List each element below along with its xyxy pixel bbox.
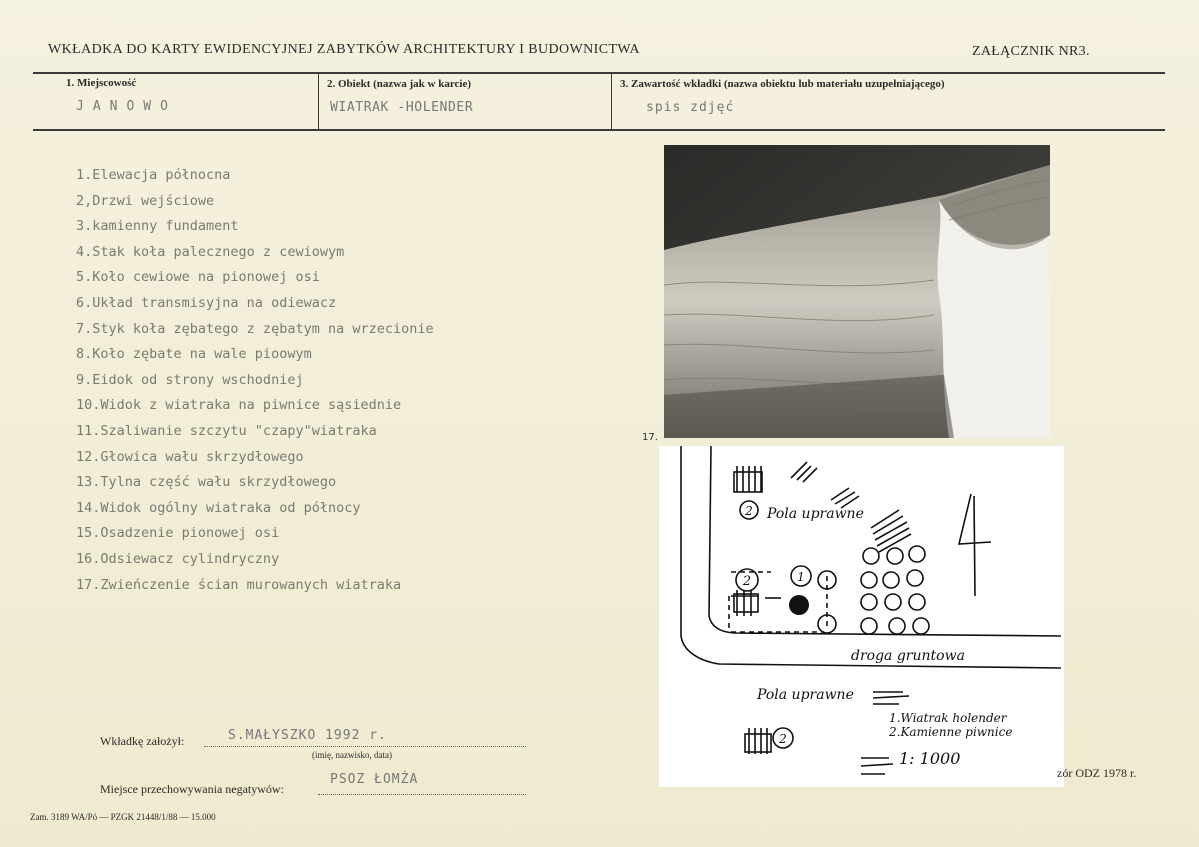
- cellar-number-top: 2: [745, 504, 753, 518]
- photo-list-item: 8.Koło zębate na wale pioowym: [76, 346, 312, 363]
- storage-value: PSOZ ŁOMŻA: [330, 772, 419, 787]
- photo-list-item: 4.Stak koła palecznego z cewiowym: [76, 243, 345, 260]
- legend-item-1: 1.Wiatrak holender: [889, 711, 1007, 725]
- road-label: droga gruntowa: [851, 648, 965, 664]
- form-note: zór ODZ 1978 r.: [1057, 766, 1137, 780]
- photo-list-item: 13.Tylna część wału skrzydłowego: [76, 474, 337, 491]
- storage-label: Miejsce przechowywania negatywów:: [100, 782, 284, 796]
- photo-list-item: 15.Osadzenie pionowej osi: [76, 525, 280, 542]
- legend-item-2: 2.Kamienne piwnice: [889, 725, 1013, 739]
- situation-map: [659, 446, 1064, 787]
- column-divider-1: [318, 74, 319, 129]
- photo-number: 17.: [642, 432, 658, 443]
- photo-list-item: 1.Elewacja północna: [76, 167, 231, 183]
- photo-list-item: 12.Głowica wału skrzydłowego: [76, 448, 304, 465]
- bottom-rule: [33, 129, 1165, 131]
- photograph: [664, 145, 1050, 438]
- photo-list: [76, 163, 434, 598]
- top-rule: [33, 72, 1165, 74]
- storage-line: [318, 794, 526, 795]
- photo-list-item: 3.kamienny fundament: [76, 218, 239, 235]
- column-divider-2: [611, 74, 612, 129]
- content-label: 3. Zawartość wkładki (nazwa obiektu lub materiału uzupełniającego): [620, 78, 945, 90]
- locality-label: 1. Miejscowość: [66, 77, 137, 89]
- print-note: Zam. 3189 WA/Pó — PZGK 21448/1/88 — 15.000: [30, 812, 216, 822]
- attachment-number: ZAŁĄCZNIK NR3.: [972, 44, 1090, 59]
- founder-line: [204, 746, 526, 747]
- founder-hint: (imię, nazwisko, data): [312, 750, 392, 760]
- cellar-number-plot: 2: [742, 574, 752, 589]
- photo-list-item: 9.Eidok od strony wschodniej: [76, 371, 304, 388]
- document-title: WKŁADKA DO KARTY EWIDENCYJNEJ ZABYTKÓW ARCHITEKTURY I BUDOWNICTWA: [48, 42, 640, 57]
- photo-list-item: 2,Drzwi wejściowe: [76, 192, 215, 209]
- photo-list-item: 17.Zwieńczenie ścian murowanych wiatraka: [76, 576, 402, 593]
- photo-list-item: 7.Styk koła zębatego z zębatym na wrzecionie: [76, 320, 434, 337]
- founder-label: Wkładkę założył:: [100, 734, 185, 748]
- content-value: spis zdjęć: [646, 100, 735, 115]
- map-scale: 1: 1000: [899, 749, 961, 768]
- field-label-top: Pola uprawne: [767, 506, 864, 522]
- object-label: 2. Obiekt (nazwa jak w karcie): [327, 78, 472, 90]
- cellar-number-bottom: 2: [779, 732, 787, 746]
- photo-list-item: 16.Odsiewacz cylindryczny: [76, 550, 280, 567]
- map-drawing: [659, 446, 1064, 787]
- windmill-number: 1: [797, 570, 805, 584]
- photo-list-item: 6.Układ transmisyjna na odiewacz: [76, 294, 337, 311]
- photo-list-item: 14.Widok ogólny wiatraka od północy: [76, 499, 361, 516]
- locality-value: JANOWO: [76, 99, 177, 114]
- photo-list-item: 11.Szaliwanie szczytu "czapy"wiatraka: [76, 422, 377, 439]
- photo-list-item: 5.Koło cewiowe na pionowej osi: [76, 269, 320, 286]
- founder-value: S.MAŁYSZKO 1992 r.: [228, 728, 387, 743]
- object-value: WIATRAK -HOLENDER: [330, 100, 474, 115]
- windmill-marker: [789, 595, 809, 615]
- field-label-bottom: Pola uprawne: [757, 687, 854, 703]
- photo-list-item: 10.Widok z wiatraka na piwnice sąsiednie: [76, 397, 402, 414]
- photograph-image: [664, 145, 1050, 438]
